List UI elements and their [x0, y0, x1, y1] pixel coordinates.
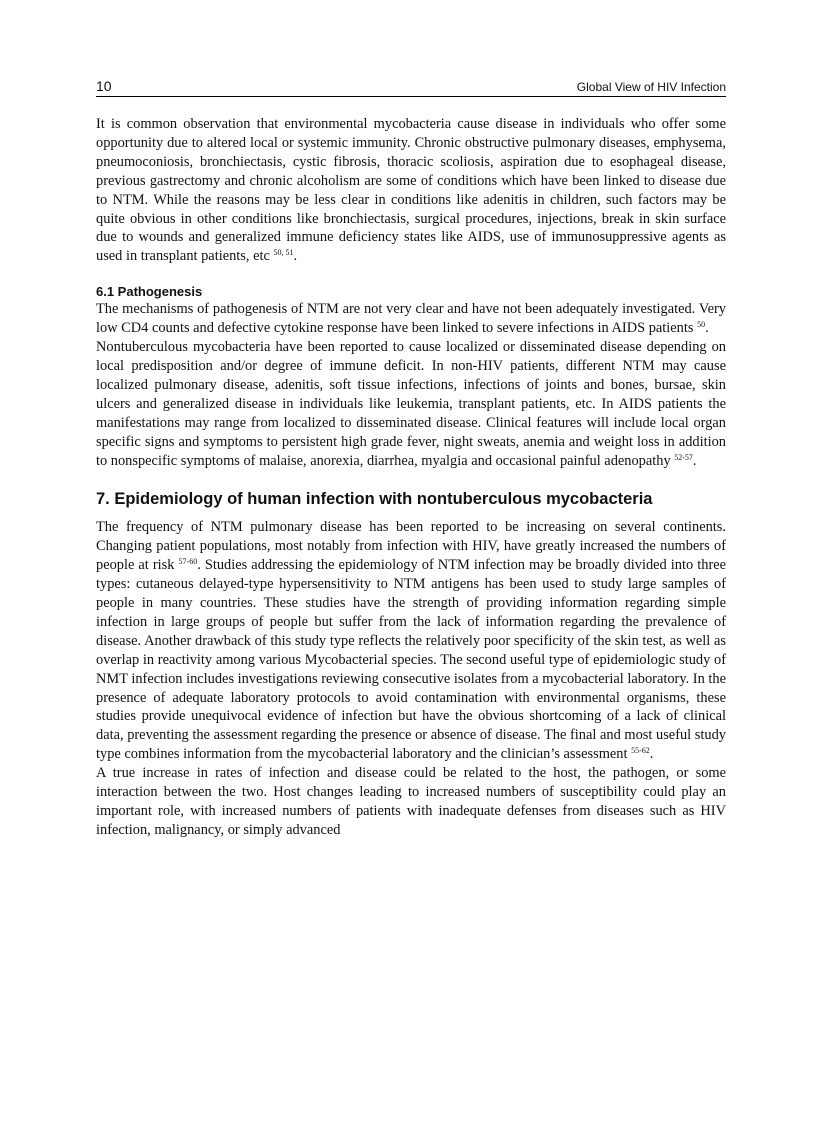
citation: 57-60 [178, 557, 198, 567]
intro-text: It is common observation that environmental mycobacteria cause disease in individuals who offer some opportunity due to altered local or systemic immunity. Chronic obstructive pulmonary diseases, emphysema, pneumoconiosis, bronchiectasis, cystic fibrosis, thoracic scoliosis, aspiration due to esophageal disease, previous gastrectomy and chronic alcoholism are some of conditions which have been linked to disease due to NTM. While the reasons may be less clear in conditions like adenitis in children, such factors may be quite obvious in other conditions like bronchiectasis, surgical procedures, injections, break in skin surface due to wounds and generalized immune deficiency states like AIDS, use of immunosuppressive agents as used in transplant patients, etc [96, 116, 726, 265]
citation: 52-57 [674, 452, 693, 462]
page-content [96, 115, 726, 840]
page-header [96, 78, 726, 97]
running-title: Global View of HIV Infection [576, 80, 726, 94]
page [96, 78, 726, 840]
citation: 50, 51 [273, 248, 294, 258]
epidemiology-paragraph-2: A true increase in rates of infection and disease could be related to the host, the pathogen, or some interaction between the two. Host changes leading to increased numbers of susceptibility could play an important role, with increased numbers of patients with inadequate defenses from diseases such as HIV infection, malignancy, or simply advanced [96, 765, 726, 838]
section-heading-pathogenesis: 6.1 Pathogenesis [96, 284, 203, 300]
pathogenesis-paragraph-1: The mechanisms of pathogenesis of NTM are not very clear and have not been adequately investigated. Very low CD4 counts and defective cytokine response have been linked to severe infections in AIDS patients $^{50}$. [96, 301, 726, 337]
pathogenesis-paragraph-2: Nontuberculous mycobacteria have been reported to cause localized or disseminated disease depending on local predisposition and/or degree of immune deficit. In non-HIV patients, different NTM may cause localized pulmonary disease, adenitis, soft tissue infections, infections of joints and bones, bursae, skin ulcers and generalized disease in individuals like leukemia, transplant patients, etc. In AIDS patients the manifestations may range from localized to disseminated disease. Clinical features will include local organ specific signs and symptoms to persistent high grade fever, night sweats, anemia and weight loss in addition to nonspecific symptoms of malaise, anorexia, diarrhea, myalgia and occasional painful adenopathy $^{52-57}$. [96, 339, 726, 469]
intro-paragraph: It is common observation that environmental mycobacteria cause disease in individuals who offer some opportunity due to altered local or systemic immunity. Chronic obstructive pulmonary diseases, emphysema, pneumoconiosis, bronchiectasis, cystic fibrosis, thoracic scoliosis, aspiration due to esophageal disease, previous gastrectomy and chronic alcoholism are some of conditions which have been linked to disease due to NTM. While the reasons may be less clear in conditions like adenitis in children, such factors may be quite obvious in other conditions like bronchiectasis, surgical procedures, injections, break in skin surface due to wounds and generalized immune deficiency states like AIDS, use of immunosuppressive agents as used in transplant patients, etc $^{50, 51}$. [96, 116, 726, 265]
citation: 55-62 [631, 746, 650, 756]
epidemiology-paragraph-1: The frequency of NTM pulmonary disease has been reported to be increasing on several continents. Changing patient populations, most notably from infection with HIV, have greatly increased the numbers of people at risk $^{57-60}$. Studies addressing the epidemiology of NTM infection may be broadly divided into three types: cutaneous delayed-type hypersensitivity to NTM antigens has been used to study large samples of people in many countries. These studies have the strength of providing information regarding simple infection in large groups of people but suffer from the lack of information regarding the prevalence of disease. Another drawback of this study type reflects the relatively poor specificity of the skin test, as well as overlap in reactivity among various Mycobacterial species. The second useful type of epidemiologic study of NMT infection includes investigations reviewing consecutive isolates from a mycobacterial laboratory. In the presence of adequate laboratory protocols to avoid contamination with environmental organisms, these studies provide unequivocal evidence of infection but have the obvious shortcoming of a lack of clinical data, preventing the assessment regarding the presence or absence of disease. The final and most useful study type combines information from the mycobacterial laboratory and the clinician’s assessment $^{55-62}$. [96, 519, 727, 763]
page-number: 10 [96, 78, 112, 94]
citation: 50 [697, 320, 706, 330]
section-heading-epidemiology: 7. Epidemiology of human infection with nontuberculous mycobacteria [96, 490, 653, 509]
